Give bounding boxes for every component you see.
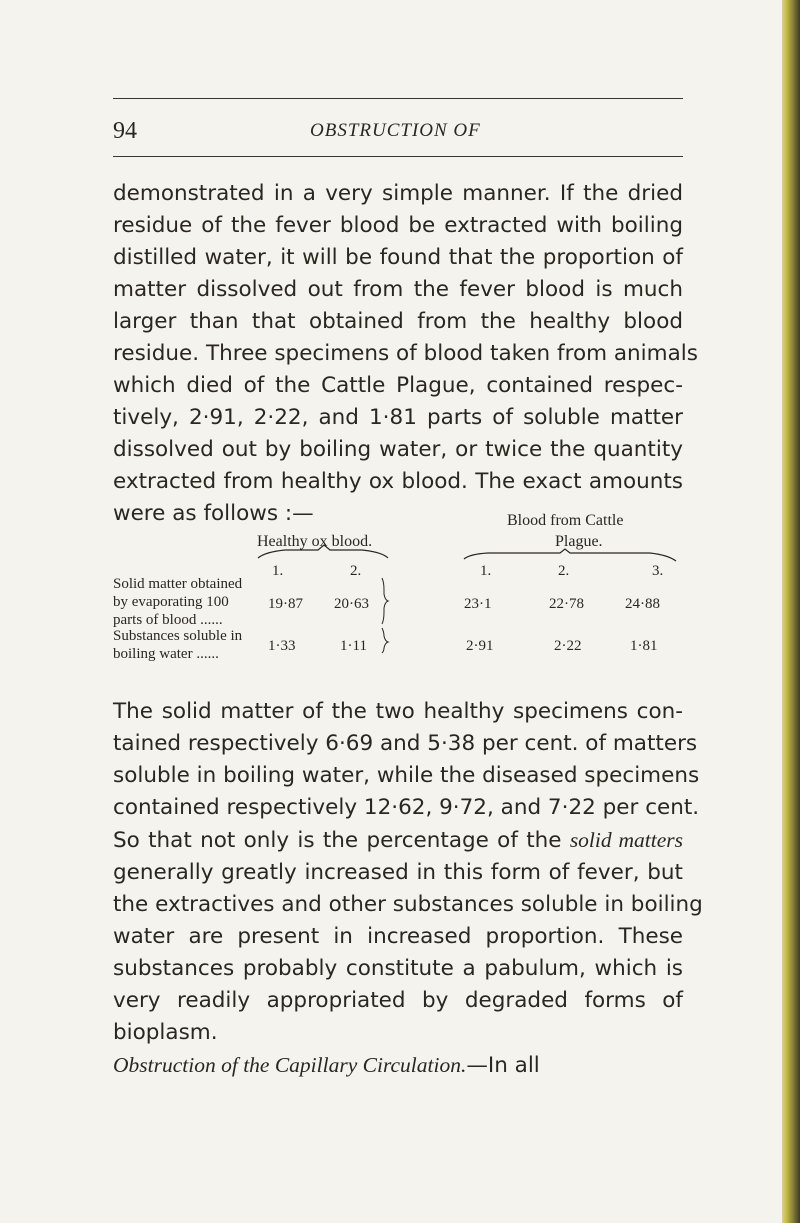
paragraph-line: extracted from healthy ox blood. The exact amounts [113,469,683,494]
row2-label-line: boiling water ...... [113,646,219,662]
paragraph-line: The solid matter of the two healthy specimens con- [113,699,683,724]
paragraph-line: generally greatly increased in this form of fever, but [113,860,683,885]
row1-brace [382,578,388,624]
col-number: 3. [652,563,664,579]
row2-brace [382,628,388,653]
paragraph-line: very readily appropriated by degraded forms of [113,988,683,1013]
col-number: 2. [558,563,570,579]
paragraph-line: residue of the fever blood be extracted with boiling [113,213,683,238]
row2-value: 2·91 [466,638,494,654]
section-heading-italic: Obstruction of the Capillary Circulation. [113,1053,467,1077]
paragraph-line: substances probably constitute a pabulum, which is [113,956,683,981]
paragraph-line: matter dissolved out from the fever blood is much [113,277,683,302]
col-number: 1. [272,563,284,579]
paragraph-line: residue. Three specimens of blood taken from animals [113,341,698,366]
paragraph-line: dissolved out by boiling water, or twice the quantity [113,437,683,462]
paragraph-line: larger than that obtained from the healthy blood [113,309,683,334]
paragraph-line: soluble in boiling water, while the diseased specimens [113,763,700,788]
group-header-healthy: Healthy ox blood. [257,533,373,550]
paragraph-line: contained respectively 12·62, 9·72, and 7·22 per cent. [113,795,700,820]
paragraph-line: distilled water, it will be found that the proportion of [113,245,683,270]
paragraph-line: which died of the Cattle Plague, contained respec- [113,373,683,398]
page-number: 94 [113,118,137,144]
row1-value: 22·78 [549,596,584,612]
row1-value: 24·88 [625,596,660,612]
healthy-brace [258,545,388,558]
group-header-plague: Blood from Cattle [507,512,624,529]
row1-value: 23·1 [464,596,492,612]
plague-brace [464,549,676,561]
row1-value: 20·63 [334,596,369,612]
paragraph-line: demonstrated in a very simple manner. If the dried [113,181,683,206]
paragraph-2 [113,696,703,1082]
row2-label-line: Substances soluble in [113,628,243,644]
running-title: OBSTRUCTION OF [310,120,481,141]
row2-value: 1·11 [340,638,367,654]
paragraph-line: the extractives and other substances soluble in boiling [113,892,703,917]
row1-label-line: by evaporating 100 [113,594,229,610]
paragraph-line: were as follows :— [113,501,314,526]
italic-phrase: solid matters [569,828,683,852]
page-edge [782,0,800,1223]
section-heading [113,1049,683,1082]
row1-label-line: parts of blood ...... [113,612,223,628]
section-heading-rest: —In all [466,1053,540,1078]
row1-value: 19·87 [268,596,303,612]
row1-label-line: Solid matter obtained [113,576,243,592]
paragraph-line: water are present in increased proportion. These [113,924,683,949]
col-number: 2. [350,563,362,579]
paragraph-line: bioplasm. [113,1020,218,1045]
row2-value: 1·81 [630,638,658,654]
col-number: 1. [480,563,492,579]
group-header-plague-2: Plague. [555,533,603,550]
paragraph-line: tained respectively 6·69 and 5·38 per cent. of matters [113,731,698,756]
row2-value: 2·22 [554,638,582,654]
paragraph-line: tively, 2·91, 2·22, and 1·81 parts of soluble matter [113,405,683,430]
row2-value: 1·33 [268,638,296,654]
paragraph-line-mixed [113,824,683,857]
line-text: So that not only is the percentage of the [113,828,570,853]
